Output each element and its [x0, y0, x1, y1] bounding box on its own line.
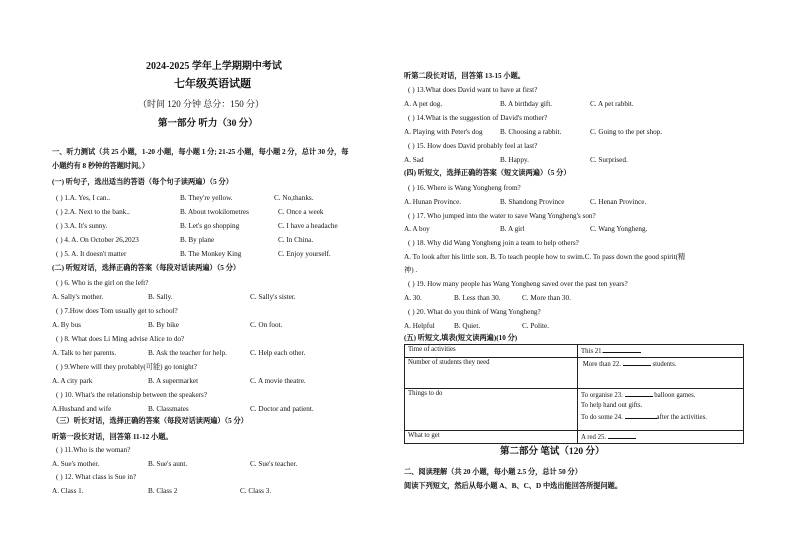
q4-option-c: C. In China.	[278, 236, 314, 244]
q12-option-a: A. Class 1.	[52, 487, 84, 495]
table-row	[405, 345, 744, 358]
blank-21[interactable]	[603, 345, 641, 353]
q16-option-b: B. Shandong Province	[500, 198, 565, 206]
q17-option-b: B. A girl	[500, 225, 525, 233]
q8-option-c: C. Help each other.	[250, 349, 306, 357]
section2-title: (二) 听短对话，选择正确的答案（每段对话读两遍）（5 分）	[52, 264, 241, 272]
q11-option-a: A. Sue's mother.	[52, 460, 100, 468]
q11-option-b: B. Sue's aunt.	[148, 460, 188, 468]
table-value	[578, 358, 744, 389]
row3-line3: To do some 24.	[581, 414, 623, 421]
q19-option-c: C. More than 30.	[522, 294, 571, 302]
part2-intro: 二、阅读理解（共 20 小题，每小题 2.5 分，总计 50 分）	[404, 468, 582, 476]
question-4: ( ) 4. A. On October 26,2023	[56, 236, 139, 244]
exam-info: （时间 120 分钟 总分：150 分）	[138, 99, 265, 109]
q7-option-c: C. On foot.	[250, 321, 283, 329]
row1-value: This 21.	[581, 348, 604, 355]
q16-option-c: C. Henan Province.	[590, 198, 647, 206]
q15-option-c: C. Surprised.	[590, 156, 628, 164]
part1-intro-line1: 一、听力测试（共 25 小题，1-20 小题，每小题 1 分; 21-25 小题，每小题 2 分，总计 30 分，每	[52, 148, 349, 156]
q19-option-b: B. Less than 30.	[454, 294, 501, 302]
blank-23[interactable]	[625, 389, 653, 397]
q7-option-a: A. By bus	[52, 321, 81, 329]
q6-option-c: C. Sally's sister.	[250, 293, 296, 301]
table-value	[578, 431, 744, 444]
q2-option-c: C. Once a week	[278, 208, 324, 216]
fill-table	[404, 344, 744, 444]
q9-option-b: B. A supermarket	[148, 377, 199, 385]
exam-subtitle: 七年级英语试题	[174, 78, 251, 90]
row2-value: More than 22.	[582, 361, 622, 368]
q13-option-c: C. A pet rabbit.	[590, 100, 634, 108]
q13-option-a: A. A pet dog.	[404, 100, 443, 108]
blank-25[interactable]	[608, 431, 636, 439]
q1-option-b: B. They're yellow.	[180, 194, 233, 202]
table-value	[578, 345, 744, 358]
q9-option-c: C. A movie theatre.	[250, 377, 306, 385]
question-1: ( ) 1.A. Yes, I can..	[56, 194, 111, 202]
q8-option-b: B. Ask the teacher for help.	[148, 349, 227, 357]
question-5: ( ) 5. A. It doesn't matter	[56, 250, 127, 258]
part2-instructions: 阅读下列短文，然后从每小题 A、B、C、D 中选出能回答所提问题。	[404, 482, 623, 490]
question-10: ( ) 10. What's the relationship between the speakers?	[56, 391, 208, 399]
row3-line1: To organise 23.	[581, 392, 623, 399]
question-2: ( ) 2.A. Next to the bank..	[56, 208, 130, 216]
q14-option-c: C. Going to the pet shop.	[590, 128, 663, 136]
q15-option-b: B. Happy.	[500, 156, 529, 164]
q20-option-a: A. Helpful	[404, 322, 435, 330]
q10-option-b: B. Classmates	[148, 405, 189, 413]
q3-option-c: C. I have a headache	[278, 222, 338, 230]
q14-option-a: A. Playing with Peter's dog	[404, 128, 483, 136]
q7-option-b: B. By bike	[148, 321, 179, 329]
section1-title: (一) 听句子，选出适当的答语（每个句子读两遍）（5 分）	[52, 178, 233, 186]
row4-value: A red 25.	[581, 434, 607, 441]
question-18: ( ) 18. Why did Wang Yongheng join a team to help others?	[408, 239, 579, 247]
question-15: ( ) 15. How does David probably feel at last?	[408, 142, 538, 150]
q18-options: A. To look after his little son. B. To teach people how to swim.C. To pass down the good spirit(精	[404, 253, 686, 261]
blank-24[interactable]	[625, 411, 657, 419]
q20-option-b: B. Quiet.	[454, 322, 481, 330]
q5-option-c: C. Enjoy yourself.	[278, 250, 331, 258]
table-label: Things to do	[405, 389, 578, 431]
q8-option-a: A. Talk to her parents.	[52, 349, 117, 357]
q15-option-a: A. Sad	[404, 156, 424, 164]
section3-title: （三）听长对话，选择正确的答案（每段对话读两遍）（5 分）	[52, 417, 248, 425]
question-8: ( ) 8. What does Li Ming advise Alice to do?	[56, 335, 185, 343]
question-11: ( ) 11.Who is the woman?	[56, 446, 131, 454]
question-3: ( ) 3.A. It's sunny.	[56, 222, 108, 230]
q19-option-a: A. 30.	[404, 294, 422, 302]
question-7: ( ) 7.How does Tom usually get to school?	[56, 307, 178, 315]
question-14: ( ) 14.What is the suggestion of David's mother?	[408, 114, 548, 122]
section5-title: (五) 听短文,填表(短文读两遍)(10 分)	[404, 334, 518, 342]
q11-option-c: C. Sue's teacher.	[250, 460, 298, 468]
q17-option-a: A. A boy	[404, 225, 430, 233]
q3-option-b: B. Let's go shopping	[180, 222, 240, 230]
q17-option-c: C. Wang Yongheng.	[590, 225, 648, 233]
q6-option-a: A. Sally's mother.	[52, 293, 104, 301]
q1-option-c: C. No,thanks.	[274, 194, 314, 202]
question-16: ( ) 16. Where is Wang Yongheng from?	[408, 184, 521, 192]
table-row	[405, 431, 744, 444]
q10-option-a: A.Husband and wife	[52, 405, 112, 413]
q18-options-cont: 神) .	[404, 266, 418, 274]
table-label: Time of activities	[405, 345, 578, 358]
question-19: ( ) 19. How many people has Wang Yongheng saved over the past ten years?	[408, 280, 628, 288]
part1-intro-line2: 小题约有 8 秒钟的答题时间。）	[52, 162, 150, 170]
row3-line2: To help hand out gifts.	[581, 402, 643, 409]
question-9: ( ) 9.Where will they probably(可能) go tonight?	[56, 363, 197, 371]
part2-title: 第二部分 笔试（120 分）	[500, 447, 605, 457]
q6-option-b: B. Sally.	[148, 293, 173, 301]
question-17: ( ) 17. Who jumped into the water to save Wang Yongheng's son?	[408, 212, 596, 220]
q13-option-b: B. A birthday gift.	[500, 100, 553, 108]
part1-title: 第一部分 听力（30 分）	[158, 119, 258, 129]
section4-title: (四) 听短文，选择正确的答案（短文读两遍）（5 分）	[404, 169, 571, 177]
q12-option-b: B. Class 2	[148, 487, 178, 495]
question-13: ( ) 13.What does David want to have at first?	[408, 86, 538, 94]
q14-option-b: B. Choosing a rabbit.	[500, 128, 562, 136]
q2-option-b: B. About twokilometres	[180, 208, 249, 216]
dialogue2-heading: 听第二段长对话，回答第 13-15 小题。	[404, 72, 525, 80]
question-6: ( ) 6. Who is the girl on the left?	[56, 279, 149, 287]
table-row	[405, 358, 744, 389]
table-label: Number of students they need	[405, 358, 578, 389]
table-value	[578, 389, 744, 431]
q9-option-a: A. A city park	[52, 377, 93, 385]
q10-option-c: C. Doctor and patient.	[250, 405, 314, 413]
blank-22[interactable]	[623, 358, 651, 366]
q20-option-c: C. Polite.	[522, 322, 549, 330]
table-row	[405, 389, 744, 431]
question-12: ( ) 12. What class is Sue in?	[56, 473, 137, 481]
q16-option-a: A. Hunan Province.	[404, 198, 462, 206]
q12-option-c: C. Class 3.	[240, 487, 272, 495]
table-label: What to get	[405, 431, 578, 444]
q4-option-b: B. By plane	[180, 236, 215, 244]
dialogue1-heading: 听第一段长对话，回答第 11-12 小题。	[52, 433, 173, 441]
exam-title: 2024-2025 学年上学期期中考试	[146, 61, 282, 72]
row3-line1-tail: balloon games.	[654, 392, 696, 399]
row2-tail: students.	[652, 361, 677, 368]
row3-line3-tail: after the activities.	[656, 414, 707, 421]
q5-option-b: B. The Monkey King	[180, 250, 242, 258]
question-20: ( ) 20. What do you think of Wang Yongheng?	[408, 308, 541, 316]
